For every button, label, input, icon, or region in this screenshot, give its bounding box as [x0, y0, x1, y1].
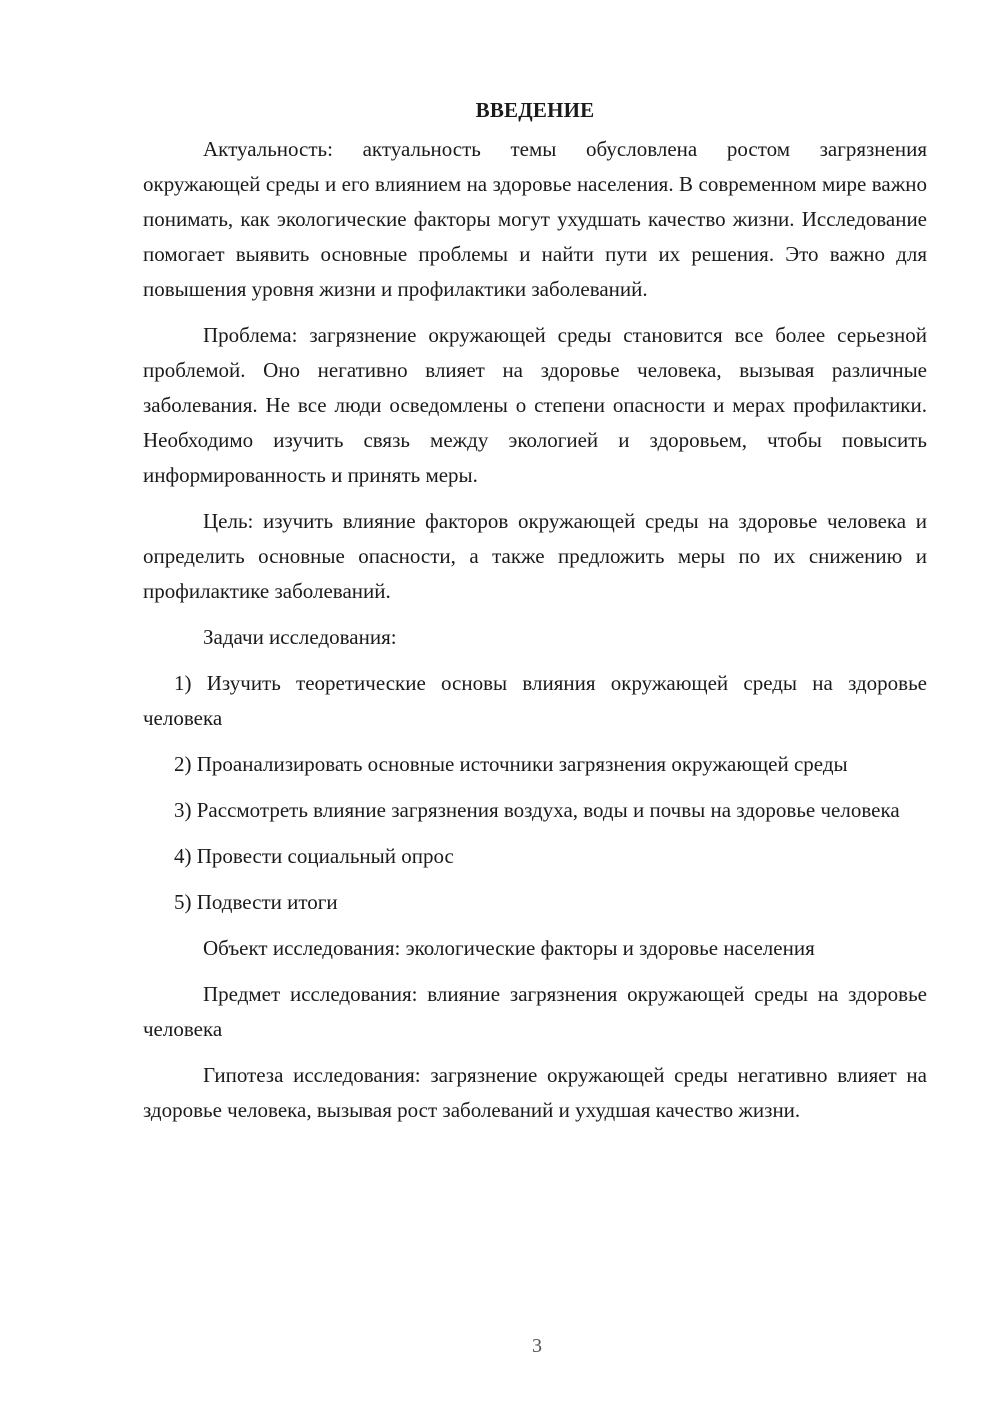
task-item: 1) Изучить теоретические основы влияния окружающей среды на здоровье человека: [143, 671, 927, 730]
task-item: 2) Проанализировать основные источники загрязнения окружающей среды: [174, 752, 848, 776]
object-paragraph: Объект исследования: экологические факторы и здоровье населения: [203, 936, 815, 960]
task-item: 5) Подвести итоги: [174, 890, 338, 914]
page-content: [143, 94, 927, 1139]
task-item: 3) Рассмотреть влияние загрязнения воздуха, воды и почвы на здоровье человека: [174, 798, 900, 822]
page-title: ВВЕДЕНИЕ: [475, 98, 595, 122]
hypothesis-paragraph: Гипотеза исследования: загрязнение окружающей среды негативно влияет на здоровье человека, вызывая рост заболеваний и ухудшая качество жизни.: [143, 1063, 927, 1122]
goal-paragraph: Цель: изучить влияние факторов окружающей среды на здоровье человека и определить основные опасности, а также предложить меры по их снижению и профилактике заболеваний.: [143, 509, 927, 603]
subject-paragraph: Предмет исследования: влияние загрязнения окружающей среды на здоровье человека: [143, 982, 927, 1041]
page-number: 3: [532, 1335, 542, 1357]
problem-paragraph: Проблема: загрязнение окружающей среды становится все более серьезной проблемой. Оно негативно влияет на здоровье человека, вызывая различные заболевания. Не все люди осведомлены о степени опасности и мерах профилактики. Необходимо изучить связь между экологией и здоровьем, чтобы повысить информированность и принять меры.: [143, 323, 927, 487]
task-item: 4) Провести социальный опрос: [174, 844, 454, 868]
tasks-heading: Задачи исследования:: [203, 625, 397, 649]
relevance-paragraph: Актуальность: актуальность темы обусловлена ростом загрязнения окружающей среды и его влиянием на здоровье населения. В современном мире важно понимать, как экологические факторы могут ухудшать качество жизни. Исследование помогает выявить основные проблемы и найти пути их решения. Это важно для повышения уровня жизни и профилактики заболеваний.: [143, 137, 927, 301]
